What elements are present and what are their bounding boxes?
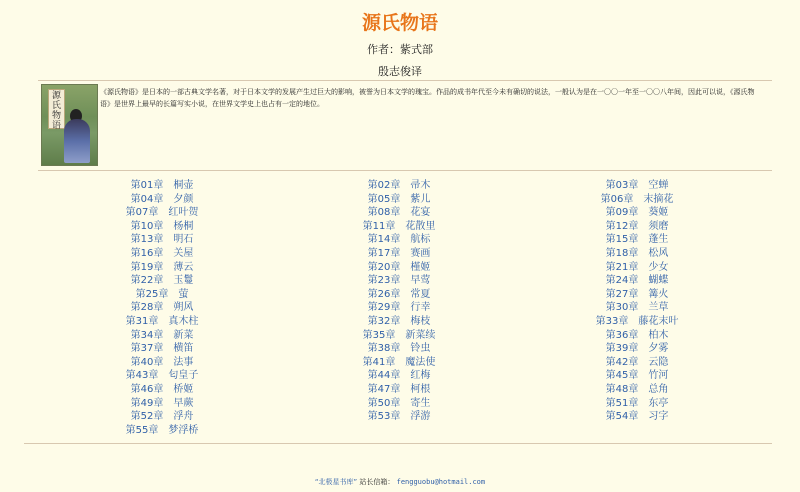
- chapter-link[interactable]: 第30章 兰草: [605, 302, 669, 314]
- chapter-link[interactable]: 第31章 真木柱: [125, 316, 199, 327]
- book-introduction: 《源氏物语》是日本的一部古典文学名著，对于日本文学的发展产生过巨大的影响，被誉为日本文学的瑰宝。作品的成书年代至今未有确切的说法，一般认为是在一〇〇一年至一〇〇八年间，因此可以说，《源氏物语》是世界上最早的长篇写实小说，在世界文学史上也占有一定的地位。: [100, 88, 755, 108]
- chapter-link[interactable]: 第02章 帚木: [367, 180, 431, 191]
- chapter-link[interactable]: 第09章 葵姬: [605, 207, 669, 219]
- chapter-link[interactable]: 第21章 少女: [605, 261, 669, 273]
- chapter-link[interactable]: 第37章 横笛: [130, 343, 194, 355]
- chapter-link[interactable]: 第45章 竹河: [605, 370, 669, 382]
- cover-char: 源: [51, 91, 61, 101]
- chapter-link[interactable]: 第50章 寄生: [367, 397, 431, 409]
- divider-bottom: [24, 443, 772, 444]
- chapter-link[interactable]: 第43章 匂皇子: [125, 370, 199, 382]
- chapter-link[interactable]: 第29章 行幸: [367, 302, 431, 314]
- chapter-link[interactable]: 第03章 空蝉: [605, 180, 669, 191]
- chapter-link[interactable]: 第39章 夕雾: [605, 343, 669, 355]
- chapter-link[interactable]: 第23章 早莺: [367, 275, 431, 287]
- chapter-link[interactable]: 第42章 云隐: [605, 356, 669, 368]
- chapter-link[interactable]: 第40章 法事: [130, 356, 194, 368]
- chapter-link[interactable]: 第26章 常夏: [367, 288, 431, 300]
- chapter-link[interactable]: 第13章 明石: [130, 234, 194, 246]
- divider-top: [38, 80, 772, 81]
- footer-mailbox-label: 站长信箱：: [359, 478, 395, 486]
- chapter-link[interactable]: 第53章 浮游: [367, 411, 431, 423]
- chapter-link[interactable]: 第07章 红叶贺: [125, 207, 199, 219]
- chapter-link[interactable]: 第35章 新菜续: [362, 329, 436, 341]
- chapter-link[interactable]: 第18章 松风: [605, 248, 669, 259]
- cover-char: 氏: [51, 101, 61, 111]
- chapter-link[interactable]: 第44章 红梅: [367, 370, 431, 382]
- chapter-link[interactable]: 第04章 夕颜: [130, 193, 194, 205]
- cover-char: 语: [51, 121, 61, 131]
- footer-email-link[interactable]: fengguobu@hotmail.com: [396, 478, 486, 486]
- chapter-link[interactable]: 第33章 藤花末叶: [595, 316, 679, 327]
- author-line: 作者：紫式部: [367, 43, 433, 56]
- chapter-link[interactable]: 第10章 杨桐: [130, 220, 194, 232]
- cover-title-panel: [48, 89, 65, 129]
- chapter-link[interactable]: 第22章 玉鬘: [130, 275, 194, 287]
- footer-library-link[interactable]: “北极星书库”: [314, 478, 358, 486]
- chapter-link[interactable]: 第38章 铃虫: [367, 343, 431, 355]
- chapter-link[interactable]: 第17章 赛画: [367, 248, 431, 259]
- cover-figure: [64, 119, 90, 163]
- chapter-link[interactable]: 第41章 魔法使: [362, 356, 436, 368]
- chapter-link[interactable]: 第52章 浮舟: [130, 411, 194, 423]
- chapter-link[interactable]: 第46章 桥姬: [130, 384, 194, 395]
- chapter-link[interactable]: 第47章 柯根: [367, 384, 431, 395]
- chapter-link[interactable]: 第14章 航标: [367, 234, 431, 246]
- chapter-link[interactable]: 第48章 总角: [605, 384, 669, 395]
- chapter-link[interactable]: 第25章 萤: [135, 288, 189, 300]
- chapter-link[interactable]: 第32章 梅枝: [367, 316, 431, 327]
- chapter-link[interactable]: 第20章 槿姬: [367, 261, 431, 273]
- book-cover-image: [41, 84, 98, 166]
- chapter-link[interactable]: 第11章 花散里: [362, 220, 436, 232]
- chapter-link[interactable]: 第08章 花宴: [367, 207, 431, 219]
- chapter-link[interactable]: 第01章 桐壶: [130, 180, 194, 191]
- chapter-link[interactable]: 第05章 紫儿: [367, 193, 431, 205]
- chapter-link[interactable]: 第49章 早蕨: [130, 397, 194, 409]
- chapter-link[interactable]: 第19章 薄云: [130, 261, 194, 273]
- chapter-link[interactable]: 第16章 关屋: [130, 248, 194, 259]
- page-title: 源氏物语: [361, 12, 438, 34]
- chapter-link[interactable]: 第28章 朔风: [130, 302, 194, 314]
- chapter-link[interactable]: 第36章 柏木: [605, 329, 669, 341]
- chapter-link[interactable]: 第54章 习字: [605, 411, 669, 423]
- chapter-link[interactable]: 第24章 蝴蝶: [605, 275, 669, 287]
- chapter-link[interactable]: 第12章 须磨: [605, 220, 669, 232]
- footer: [0, 477, 800, 487]
- chapter-link[interactable]: 第55章 梦浮桥: [125, 424, 199, 436]
- chapter-link[interactable]: 第27章 篝火: [605, 288, 669, 300]
- chapter-link[interactable]: 第06章 末摘花: [600, 193, 674, 205]
- translator-line: 殷志俊译: [378, 65, 422, 78]
- chapter-link[interactable]: 第34章 新菜: [130, 329, 194, 341]
- divider-middle: [38, 170, 772, 171]
- chapter-link[interactable]: 第51章 东亭: [605, 397, 669, 409]
- cover-char: 物: [51, 111, 61, 121]
- chapter-link[interactable]: 第15章 蓬生: [605, 234, 669, 246]
